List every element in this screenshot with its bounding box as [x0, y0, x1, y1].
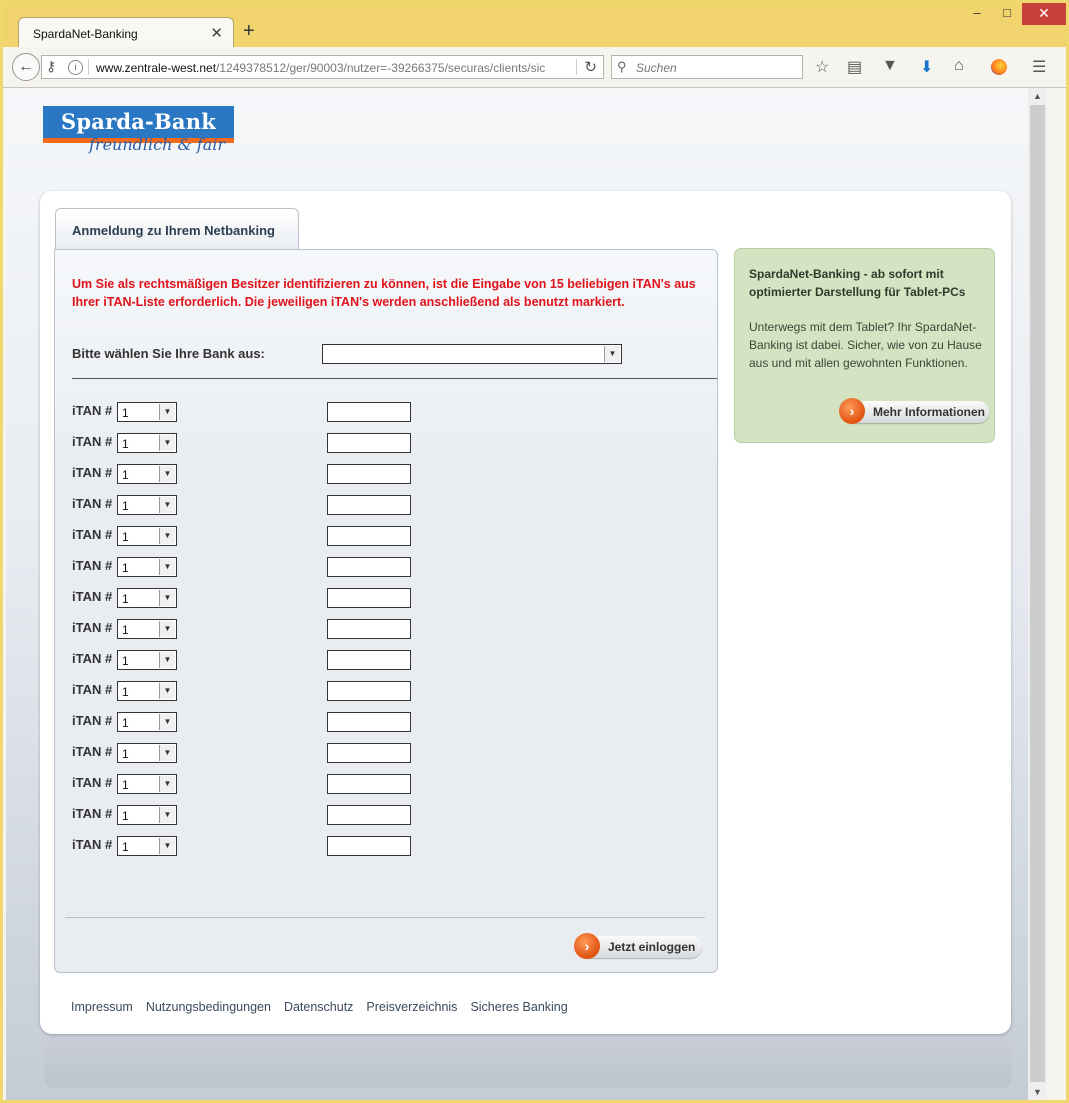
- itan-row: [72, 773, 432, 793]
- itan-input[interactable]: [327, 650, 411, 670]
- chevron-down-icon[interactable]: ▼: [159, 745, 175, 761]
- reload-icon[interactable]: ↻: [584, 59, 597, 76]
- login-button[interactable]: [576, 936, 702, 958]
- itan-number-select-value: 1: [122, 654, 129, 668]
- itan-label: iTAN #: [72, 403, 113, 418]
- navigation-bar: [3, 47, 1066, 88]
- itan-number-select[interactable]: [117, 402, 177, 422]
- logo-text: Sparda-Bank: [61, 109, 216, 134]
- itan-number-select-value: 1: [122, 437, 129, 451]
- itan-row: [72, 680, 432, 700]
- login-button-label: Jetzt einloggen: [608, 940, 696, 954]
- itan-number-select-value: 1: [122, 561, 129, 575]
- logo-slogan: freundlich & fair: [89, 135, 226, 154]
- scroll-up-icon[interactable]: ▲: [1033, 91, 1042, 101]
- chevron-down-icon[interactable]: ▼: [159, 559, 175, 575]
- scroll-thumb[interactable]: [1030, 105, 1045, 1082]
- itan-label: iTAN #: [72, 465, 113, 480]
- itan-row: [72, 432, 432, 452]
- chevron-down-icon[interactable]: ▼: [159, 528, 175, 544]
- warning-message: Um Sie als rechtsmäßigen Besitzer identifizieren zu können, ist die Eingabe von 15 beliebigen iTAN's aus Ihrer iTAN-Liste erforderlich. Die jeweiligen iTAN's werden anschließend als benutzt markiert.: [72, 277, 696, 309]
- itan-label: iTAN #: [72, 620, 113, 635]
- itan-row: [72, 618, 432, 638]
- firefox-icon[interactable]: [991, 59, 1007, 75]
- itan-number-select[interactable]: [117, 464, 177, 484]
- title-bar: [3, 3, 1066, 47]
- itan-number-select-value: 1: [122, 840, 129, 854]
- itan-label: iTAN #: [72, 589, 113, 604]
- page-viewport: [6, 88, 1047, 1100]
- chevron-down-icon[interactable]: ▼: [159, 652, 175, 668]
- itan-input[interactable]: [327, 557, 411, 577]
- itan-input[interactable]: [327, 681, 411, 701]
- itan-number-select-value: 1: [122, 809, 129, 823]
- url-domain: www.zentrale-west.net: [96, 61, 217, 75]
- itan-input[interactable]: [327, 712, 411, 732]
- chevron-down-icon[interactable]: ▼: [604, 346, 620, 362]
- itan-row: [72, 525, 432, 545]
- itan-row: [72, 556, 432, 576]
- bank-select[interactable]: [322, 344, 622, 364]
- footer-link-sicheres-banking[interactable]: Sicheres Banking: [470, 1000, 568, 1014]
- star-icon[interactable]: ☆: [815, 59, 830, 76]
- itan-input[interactable]: [327, 464, 411, 484]
- tab-close-icon[interactable]: ✕: [210, 25, 223, 42]
- tab-login[interactable]: [55, 208, 299, 250]
- itan-input[interactable]: [327, 433, 411, 453]
- itan-row: [72, 649, 432, 669]
- browser-window: [3, 3, 1066, 1100]
- url-text[interactable]: [96, 61, 545, 75]
- search-icon: ⚲: [617, 59, 627, 74]
- tab-title: SpardaNet-Banking: [33, 27, 138, 41]
- itan-number-select-value: 1: [122, 685, 129, 699]
- info-box-body: Unterwegs mit dem Tablet? Ihr SpardaNet-Banking ist dabei. Sicher, wie von zu Hause aus und mit allen gewohnten Funktionen.: [749, 320, 982, 370]
- itan-label: iTAN #: [72, 744, 113, 759]
- itan-number-select-value: 1: [122, 406, 129, 420]
- itan-number-select[interactable]: [117, 495, 177, 515]
- itan-number-select[interactable]: [117, 774, 177, 794]
- itan-number-select[interactable]: [117, 836, 177, 856]
- key-icon[interactable]: ⚷: [46, 58, 57, 74]
- itan-number-select-value: 1: [122, 499, 129, 513]
- itan-input[interactable]: [327, 774, 411, 794]
- url-path: /1249378512/ger/90003/nutzer=-39266375/securas/clients/sic: [216, 61, 546, 75]
- itan-row: [72, 401, 432, 421]
- url-separator: [576, 59, 577, 75]
- itan-number-select-value: 1: [122, 623, 129, 637]
- itan-row: [72, 804, 432, 824]
- url-separator: [88, 59, 89, 75]
- itan-label: iTAN #: [72, 558, 113, 573]
- download-icon[interactable]: ⬇: [920, 59, 934, 76]
- itan-input[interactable]: [327, 743, 411, 763]
- chevron-down-icon[interactable]: ▼: [159, 838, 175, 854]
- itan-number-select[interactable]: [117, 712, 177, 732]
- itan-input[interactable]: [327, 836, 411, 856]
- new-tab-icon[interactable]: +: [243, 20, 255, 42]
- itan-label: iTAN #: [72, 713, 113, 728]
- window-controls: [962, 3, 1066, 25]
- itan-number-select-value: 1: [122, 747, 129, 761]
- footer-link-datenschutz[interactable]: Datenschutz: [283, 1000, 354, 1014]
- login-form-panel: [54, 249, 718, 973]
- search-bar[interactable]: [611, 55, 803, 79]
- info-icon[interactable]: i: [68, 60, 83, 75]
- itan-number-select-value: 1: [122, 468, 129, 482]
- footer-links: [71, 1000, 568, 1014]
- chevron-down-icon[interactable]: ▼: [159, 683, 175, 699]
- chevron-down-icon[interactable]: ▼: [159, 404, 175, 420]
- itan-row: [72, 494, 432, 514]
- menu-icon[interactable]: ☰: [1032, 59, 1047, 76]
- url-bar[interactable]: [41, 55, 604, 79]
- bank-select-label: Bitte wählen Sie Ihre Bank aus:: [72, 346, 265, 361]
- arrow-right-icon: ›: [574, 933, 600, 959]
- vertical-scrollbar[interactable]: [1028, 88, 1047, 1100]
- itan-input[interactable]: [327, 805, 411, 825]
- chevron-down-icon[interactable]: ▼: [159, 466, 175, 482]
- itan-input[interactable]: [327, 495, 411, 515]
- itan-label: iTAN #: [72, 496, 113, 511]
- itan-row: [72, 463, 432, 483]
- itan-label: iTAN #: [72, 434, 113, 449]
- footer-link-nutzungsbedingungen[interactable]: Nutzungsbedingungen: [145, 1000, 271, 1014]
- itan-number-select-value: 1: [122, 716, 129, 730]
- chevron-down-icon[interactable]: ▼: [159, 497, 175, 513]
- itan-input[interactable]: [327, 526, 411, 546]
- itan-number-select[interactable]: [117, 650, 177, 670]
- info-box-title: SpardaNet-Banking - ab sofort mit optimierter Darstellung für Tablet-PCs: [749, 267, 966, 299]
- more-info-button[interactable]: [841, 401, 989, 423]
- itan-number-select[interactable]: [117, 433, 177, 453]
- footer-link-impressum[interactable]: Impressum: [71, 1000, 133, 1014]
- chevron-down-icon[interactable]: ▼: [159, 621, 175, 637]
- scroll-down-icon[interactable]: ▼: [1033, 1087, 1042, 1097]
- chevron-down-icon[interactable]: ▼: [159, 590, 175, 606]
- search-placeholder: Suchen: [636, 61, 677, 75]
- itan-number-select[interactable]: [117, 805, 177, 825]
- itan-row: [72, 742, 432, 762]
- itan-label: iTAN #: [72, 682, 113, 697]
- itan-number-select[interactable]: [117, 681, 177, 701]
- tablet-info-box: [734, 248, 995, 443]
- divider: [72, 378, 717, 379]
- divider: [65, 917, 705, 918]
- itan-number-select-value: 1: [122, 530, 129, 544]
- page-card-shadow: [44, 1038, 1012, 1088]
- home-icon[interactable]: ⌂: [954, 57, 964, 74]
- tab-login-label: Anmeldung zu Ihrem Netbanking: [72, 223, 275, 238]
- minimize-icon[interactable]: –: [973, 5, 981, 20]
- pocket-icon[interactable]: ▼: [882, 57, 898, 74]
- itan-label: iTAN #: [72, 527, 113, 542]
- reading-list-icon[interactable]: ▤: [847, 59, 863, 76]
- chevron-down-icon[interactable]: ▼: [159, 776, 175, 792]
- itan-input[interactable]: [327, 402, 411, 422]
- itan-label: iTAN #: [72, 806, 113, 821]
- chevron-down-icon[interactable]: ▼: [159, 435, 175, 451]
- itan-label: iTAN #: [72, 837, 113, 852]
- chevron-down-icon[interactable]: ▼: [159, 714, 175, 730]
- itan-number-select[interactable]: [117, 557, 177, 577]
- itan-number-select[interactable]: [117, 743, 177, 763]
- itan-input[interactable]: [327, 588, 411, 608]
- page-card: [40, 191, 1011, 1034]
- itan-number-select-value: 1: [122, 778, 129, 792]
- browser-tab[interactable]: [18, 17, 234, 48]
- maximize-icon[interactable]: □: [1003, 5, 1011, 20]
- more-info-button-label: Mehr Informationen: [873, 405, 986, 419]
- itan-number-select[interactable]: [117, 619, 177, 639]
- itan-label: iTAN #: [72, 651, 113, 666]
- chevron-down-icon[interactable]: ▼: [159, 807, 175, 823]
- itan-number-select[interactable]: [117, 526, 177, 546]
- footer-link-preisverzeichnis[interactable]: Preisverzeichnis: [366, 1000, 458, 1014]
- itan-row: [72, 835, 432, 855]
- itan-input[interactable]: [327, 619, 411, 639]
- itan-row: [72, 711, 432, 731]
- close-window-icon[interactable]: ✕: [1022, 3, 1066, 25]
- itan-number-select[interactable]: [117, 588, 177, 608]
- arrow-right-icon: ›: [839, 398, 865, 424]
- itan-label: iTAN #: [72, 775, 113, 790]
- back-arrow-icon[interactable]: ←: [12, 53, 40, 81]
- itan-row: [72, 587, 432, 607]
- itan-number-select-value: 1: [122, 592, 129, 606]
